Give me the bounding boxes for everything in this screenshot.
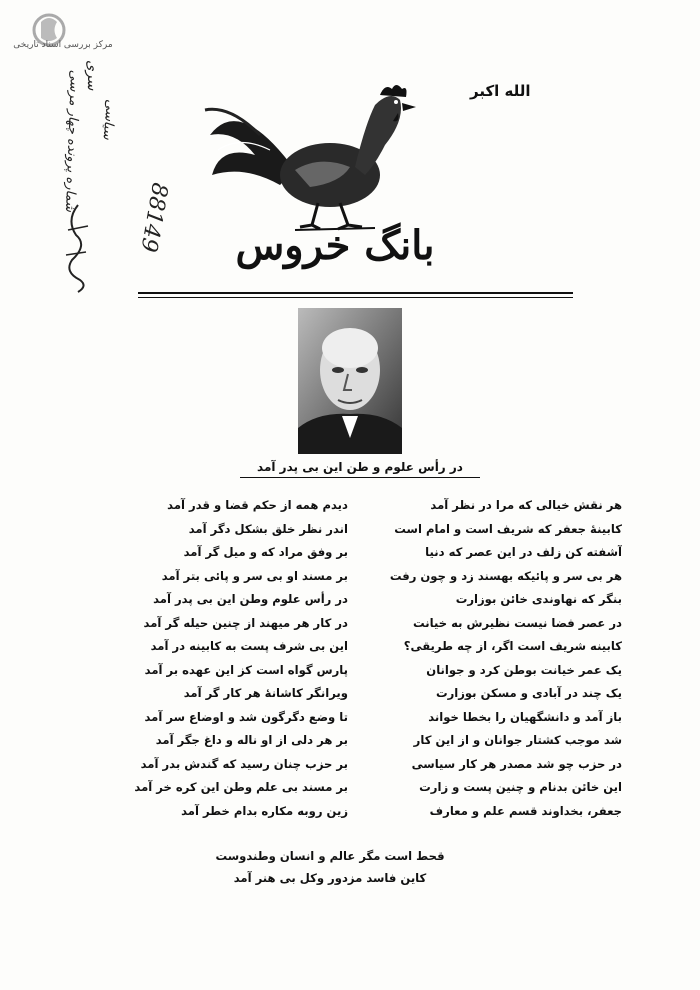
handwritten-note-secret: سری — [84, 60, 100, 91]
poem-line: در حزب چو شد مصدر هر کار سیاسی — [411, 756, 622, 771]
poem-line: بر مسند او بی سر و پائی بتر آمد — [161, 568, 348, 583]
poem-right-column — [372, 494, 622, 823]
poem-line: یک عمر خیانت بوطن کرد و جوانان — [426, 662, 622, 677]
poem-line: هر بی سر و پائیکه بهسند زد و چون رفت — [389, 568, 622, 583]
page-title: بانگ خروس — [235, 222, 435, 269]
poem-line: یک چند در آبادی و مسکن بوزارت — [435, 686, 622, 700]
rooster-icon — [200, 75, 430, 235]
poem-line: پارس گواه است کز این عهده بر آمد — [144, 662, 348, 677]
poem-line: باز آمد و دانشگهیان را بخطا خواند — [428, 709, 622, 724]
photo-caption: در رأس علوم و طن این بی پدر آمد — [240, 460, 480, 478]
poem-left-column — [98, 494, 348, 823]
takbir-label: الله اکبر — [470, 82, 531, 100]
portrait-photo — [298, 308, 402, 454]
poem-line: این خائن بدنام و چنین پست و زارت — [419, 780, 622, 794]
watermark-text: مرکز بررسی اسناد تاریخی — [13, 40, 113, 50]
poem-line: در عصر فضا نیست نظیرش به خیانت — [413, 615, 622, 630]
poem-line: بر حزب چنان رسید که گندش بدر آمد — [140, 756, 348, 771]
poem-line: کابینه شریف است اگر، از چه طریقی؟ — [403, 639, 622, 653]
poem-line: در رأس علوم وطن این بی پدر آمد — [153, 592, 348, 606]
poem-line: بر هر دلی از او ناله و داغ جگر آمد — [155, 733, 348, 747]
handwritten-number: 88149 — [135, 180, 172, 254]
title-divider — [138, 292, 573, 294]
poem-line: بر مسند بی علم وطن این کره خر آمد — [134, 780, 348, 794]
handwritten-note-file: شماره پرونده چهار مرسی — [62, 69, 82, 213]
poem-line: بنگر که نهاوندی خائن بوزارت — [455, 592, 622, 606]
poem-line: زین روبه مکاره بدام خطر آمد — [181, 803, 348, 818]
poem-line: بر وفق مراد که و میل گر آمد — [183, 545, 348, 559]
poem-line: آشفته کن زلف در این عصر که دنیا — [425, 545, 622, 559]
poem-closing-line: کاین فاسد مزدور وکل بی هنر آمد — [233, 871, 427, 885]
handwritten-signature-icon — [58, 200, 98, 295]
poem-line: دیدم همه از حکم قضا و قدر آمد — [167, 498, 348, 512]
poem-line: هر نقش خیالی که مرا در نظر آمد — [430, 498, 622, 512]
poem-line: شد موجب کشتار جوانان و از این کار — [413, 733, 622, 747]
poem-closing-line: قحط است مگر عالم و انسان وطندوست — [215, 849, 445, 863]
poem-line: تا وضع دگرگون شد و اوضاع سر آمد — [144, 709, 348, 724]
poem-line: کابینهٔ جعفر که شریف است و امام است — [394, 521, 622, 536]
handwritten-note-political: سیاسی — [99, 98, 118, 141]
poem-line: این بی شرف پست به کابینه در آمد — [150, 639, 348, 653]
title-divider-thin — [138, 297, 573, 298]
poem-line: جعفر، بخداوند قسم علم و معارف — [429, 803, 622, 818]
poem-line: در کار هر میهند از چنین حیله گر آمد — [143, 615, 348, 630]
poem-line: ویرانگر کاشانهٔ هر کار گر آمد — [183, 686, 348, 700]
archive-logo-icon — [14, 8, 84, 58]
poem-line: اندر نظر خلق بشکل دگر آمد — [188, 521, 348, 536]
poem-closing — [160, 845, 500, 889]
